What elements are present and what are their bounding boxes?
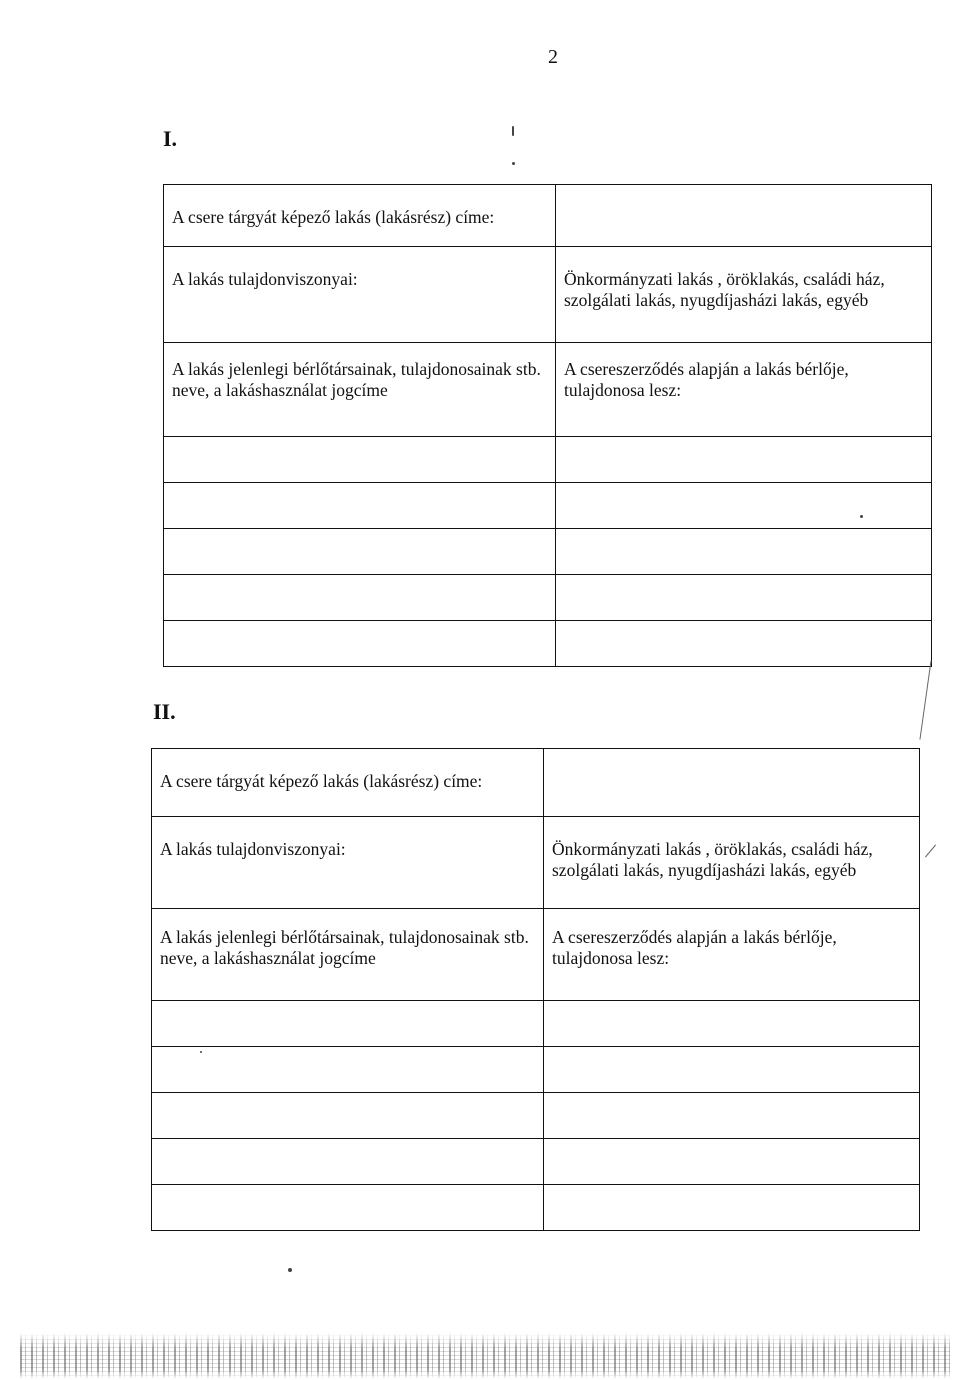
current-occupants-label-cell: [164, 343, 556, 437]
current-occupants-label: A lakás jelenlegi bérlőtársainak, tulajdonosainak stb. neve, a lakáshasználat jogcíme: [160, 927, 529, 968]
occupant-entry-left[interactable]: [164, 575, 556, 621]
occupant-entry-right[interactable]: [556, 437, 932, 483]
occupant-entry-right[interactable]: [556, 529, 932, 575]
address-value-cell[interactable]: [544, 749, 920, 817]
page-number: 2: [548, 46, 558, 68]
occupant-entry-right[interactable]: [544, 1047, 920, 1093]
occupant-entry-right[interactable]: [556, 621, 932, 667]
occupant-entry-left[interactable]: [152, 1185, 544, 1231]
ownership-label: A lakás tulajdonviszonyai:: [172, 269, 358, 289]
occupant-entry-left[interactable]: [152, 1047, 544, 1093]
scan-mark: [919, 660, 931, 739]
occupant-entry-right[interactable]: [544, 1185, 920, 1231]
address-label: A csere tárgyát képező lakás (lakásrész) címe:: [160, 771, 483, 791]
ownership-options: Önkormányzati lakás , öröklakás, családi ház, szolgálati lakás, nyugdíjasházi lakás, egyéb: [552, 839, 873, 880]
address-value-cell[interactable]: [556, 185, 932, 247]
occupant-entry-right[interactable]: [556, 483, 932, 529]
scan-speck: [512, 126, 514, 136]
ownership-label-cell: [164, 247, 556, 343]
occupant-entry-left[interactable]: [152, 1093, 544, 1139]
occupant-entry-left[interactable]: [164, 529, 556, 575]
occupant-entry-right[interactable]: [544, 1093, 920, 1139]
ownership-options: Önkormányzati lakás , öröklakás, családi ház, szolgálati lakás, nyugdíjasházi lakás, egyéb: [564, 269, 885, 310]
current-occupants-label-cell: [152, 909, 544, 1001]
ownership-options-cell[interactable]: [556, 247, 932, 343]
ownership-label: A lakás tulajdonviszonyai:: [160, 839, 346, 859]
occupant-entry-right[interactable]: [544, 1001, 920, 1047]
scan-speck: [200, 1051, 202, 1053]
section-heading-1: I.: [163, 126, 178, 151]
exchange-form-table-2: [151, 748, 920, 1231]
future-occupants-label: A csereszerződés alapján a lakás bérlője, tulajdonosa lesz:: [564, 359, 849, 400]
scan-speck: [288, 1268, 292, 1272]
scan-speck: [860, 515, 863, 518]
address-label: A csere tárgyát képező lakás (lakásrész) címe:: [172, 207, 495, 227]
current-occupants-label: A lakás jelenlegi bérlőtársainak, tulajdonosainak stb. neve, a lakáshasználat jogcíme: [172, 359, 541, 400]
ownership-options-cell[interactable]: [544, 817, 920, 909]
future-occupants-label-cell: [556, 343, 932, 437]
occupant-entry-right[interactable]: [556, 575, 932, 621]
scan-speck: [512, 162, 515, 165]
scan-mark: [925, 845, 936, 858]
exchange-form-table-1: [163, 184, 932, 667]
ownership-label-cell: [152, 817, 544, 909]
occupant-entry-left[interactable]: [164, 483, 556, 529]
address-label-cell: [152, 749, 544, 817]
future-occupants-label: A csereszerződés alapján a lakás bérlője, tulajdonosa lesz:: [552, 927, 837, 968]
occupant-entry-left[interactable]: [164, 621, 556, 667]
section-heading-2: II.: [153, 699, 176, 724]
occupant-entry-right[interactable]: [544, 1139, 920, 1185]
occupant-entry-left[interactable]: [152, 1139, 544, 1185]
occupant-entry-left[interactable]: [164, 437, 556, 483]
occupant-entry-left[interactable]: [152, 1001, 544, 1047]
address-label-cell: [164, 185, 556, 247]
future-occupants-label-cell: [544, 909, 920, 1001]
scan-noise: [20, 1333, 950, 1379]
